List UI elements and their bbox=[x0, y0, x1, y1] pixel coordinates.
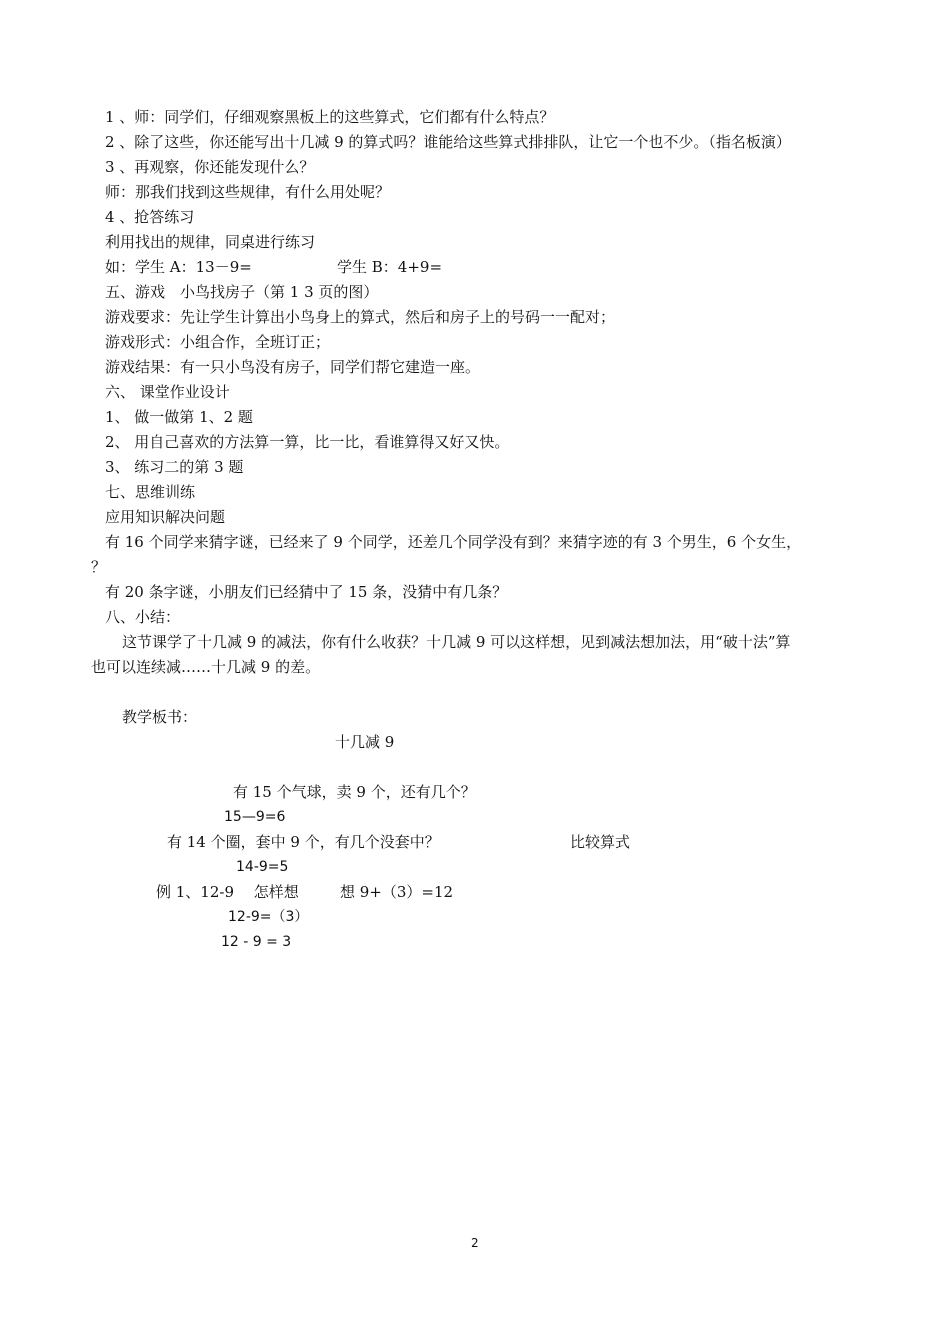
board-line: 比较算式 bbox=[570, 833, 631, 851]
text-line: 如：学生 A：13－9= bbox=[105, 258, 252, 276]
text-line: 学生 B：4+9= bbox=[337, 258, 443, 276]
list-item: 3、 练习二的第 3 题 bbox=[105, 458, 244, 476]
section-heading: 六、 课堂作业设计 bbox=[105, 383, 230, 401]
section-heading: 七、思维训练 bbox=[105, 483, 196, 501]
board-equation: 12-9=（3） bbox=[228, 909, 309, 925]
board-equation: 14-9=5 bbox=[236, 859, 289, 875]
text-line: 1 、师：同学们，仔细观察黑板上的这些算式，它们都有什么特点？ bbox=[105, 108, 555, 126]
text-line: 这节课学了十几减 9 的减法，你有什么收获？十几减 9 可以这样想，见到减法想加法，用“破十法”算 bbox=[122, 633, 791, 651]
board-title: 十几减 9 bbox=[335, 733, 395, 751]
section-heading: 八、小结： bbox=[105, 608, 181, 626]
list-item: 2、 用自己喜欢的方法算一算，比一比，看谁算得又好又快。 bbox=[105, 433, 510, 451]
page-number: 2 bbox=[471, 1236, 479, 1250]
list-item: 1、 做一做第 1、2 题 bbox=[105, 408, 253, 426]
board-equation: 12 - 9 = 3 bbox=[221, 934, 292, 950]
text-line: 也可以连续减……十几减 9 的差。 bbox=[91, 658, 321, 676]
board-line: 有 14 个圈，套中 9 个，有几个没套中？ bbox=[167, 833, 440, 851]
board-equation: 15—9=6 bbox=[224, 809, 286, 825]
text-line: 有 16 个同学来猜字谜，已经来了 9 个同学，还差几个同学没有到？来猜字迹的有 3 个男生，6 个女生， bbox=[105, 533, 802, 551]
text-line: 有 20 条字谜，小朋友们已经猜中了 15 条，没猜中有几条？ bbox=[105, 583, 508, 601]
text-line: ？ bbox=[91, 558, 107, 576]
board-line: 例 1、12-9 怎样想 bbox=[156, 883, 299, 901]
text-line: 3 、再观察，你还能发现什么？ bbox=[105, 158, 315, 176]
section-heading: 五、游戏 小鸟找房子（第 1 3 页的图） bbox=[105, 283, 379, 301]
board-line: 想 9+（3）=12 bbox=[340, 883, 454, 901]
text-line: 师：那我们找到这些规律，有什么用处呢？ bbox=[105, 183, 391, 201]
board-heading: 教学板书： bbox=[122, 708, 198, 726]
text-line: 游戏要求：先让学生计算出小鸟身上的算式，然后和房子上的号码一一配对； bbox=[105, 308, 616, 326]
text-line: 4 、抢答练习 bbox=[105, 208, 195, 226]
text-line: 游戏结果：有一只小鸟没有房子，同学们帮它建造一座。 bbox=[105, 358, 481, 376]
text-line: 应用知识解决问题 bbox=[105, 508, 226, 526]
text-line: 利用找出的规律，同桌进行练习 bbox=[105, 233, 316, 251]
text-line: 游戏形式：小组合作，全班订正； bbox=[105, 333, 331, 351]
text-line: 2 、除了这些，你还能写出十几减 9 的算式吗？谁能给这些算式排排队，让它一个也不少。（指名板演） bbox=[105, 133, 791, 151]
board-line: 有 15 个气球，卖 9 个，还有几个？ bbox=[233, 783, 476, 801]
